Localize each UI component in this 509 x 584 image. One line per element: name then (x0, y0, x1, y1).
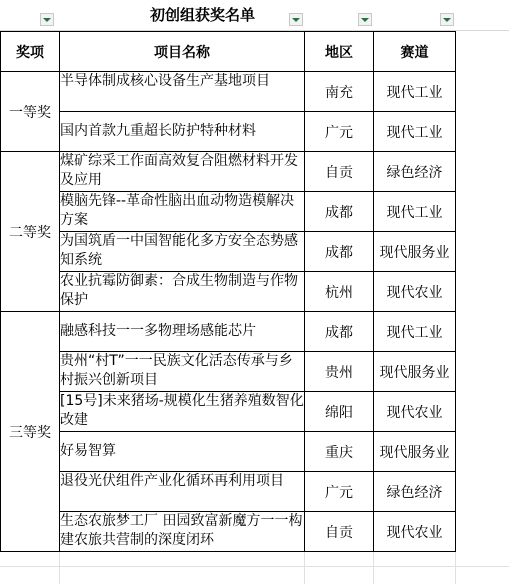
table-row (1, 352, 456, 392)
project-name-cell[interactable]: 为国筑盾一中国智能化多方安全态势感知系统 (60, 232, 305, 272)
region-cell[interactable]: 重庆 (305, 432, 374, 472)
filter-dropdown-icon[interactable] (40, 13, 54, 26)
track-cell[interactable]: 现代服务业 (374, 232, 456, 272)
project-name-cell[interactable]: 国内首款九重超长防护特种材料 (60, 112, 305, 152)
project-name-cell[interactable]: 煤矿综采工作面高效复合阻燃材料开发及应用 (60, 152, 305, 192)
region-cell[interactable]: 自贡 (305, 152, 374, 192)
table-row (1, 512, 456, 552)
rank-cell[interactable]: 二等奖 (1, 152, 60, 312)
table-row (1, 152, 456, 192)
region-cell[interactable]: 贵州 (305, 352, 374, 392)
region-cell[interactable]: 成都 (305, 192, 374, 232)
track-cell[interactable]: 现代服务业 (374, 352, 456, 392)
project-name-cell[interactable]: 贵州“村T”一一民族文化活态传承与乡村振兴创新项目 (60, 352, 305, 392)
header-name[interactable]: 项目名称 (60, 32, 305, 72)
project-name-cell[interactable]: 融感科技一一多物理场感能芯片 (60, 312, 305, 352)
project-name-cell[interactable] (60, 512, 305, 552)
track-cell[interactable]: 现代农业 (374, 392, 456, 432)
project-name-cell[interactable]: [15号]未来猪场-规模化生猪养殖数智化改建 (60, 392, 305, 432)
table-row (1, 472, 456, 512)
region-cell[interactable]: 绵阳 (305, 392, 374, 432)
rank-cell[interactable]: 三等奖 (1, 312, 60, 552)
region-cell[interactable]: 成都 (305, 312, 374, 352)
table-row (1, 392, 456, 432)
header-region[interactable]: 地区 (305, 32, 374, 72)
track-cell[interactable]: 现代工业 (374, 72, 456, 112)
header-rank[interactable]: 奖项 (1, 32, 60, 72)
filter-dropdown-icon[interactable] (289, 13, 303, 26)
track-cell[interactable]: 现代工业 (374, 112, 456, 152)
project-name-text: 生态农旅梦工厂 田园致富新魔方一一构建农旅共营制的深度闭环 (60, 513, 303, 548)
sheet-title: 初创组获奖名单 (150, 6, 256, 24)
header-track[interactable]: 赛道 (374, 32, 456, 72)
filter-dropdown-icon[interactable] (358, 13, 372, 26)
track-cell[interactable]: 绿色经济 (374, 472, 456, 512)
awards-table (0, 31, 456, 552)
filter-dropdown-icon[interactable] (440, 13, 454, 26)
project-name-cell[interactable]: 好易智算 (60, 432, 305, 472)
table-row (1, 232, 456, 272)
project-name-cell[interactable]: 半导体制成核心设备生产基地项目 (60, 72, 305, 112)
rank-cell[interactable]: 一等奖 (1, 72, 60, 152)
track-cell[interactable]: 现代服务业 (374, 432, 456, 472)
project-name-cell[interactable]: 退役光伏组件产业化循环再利用项目 (60, 472, 305, 512)
project-name-cell[interactable]: 模脑先锋--革命性脑出血动物造模解决方案 (60, 192, 305, 232)
project-name-cell[interactable]: 农业抗霉防御素：合成生物制造与作物保护 (60, 272, 305, 312)
region-cell[interactable]: 南充 (305, 72, 374, 112)
header-row (1, 32, 456, 72)
track-cell[interactable]: 现代农业 (374, 512, 456, 552)
region-cell[interactable]: 成都 (305, 232, 374, 272)
region-cell[interactable]: 广元 (305, 472, 374, 512)
region-cell[interactable]: 自贡 (305, 512, 374, 552)
table-row (1, 72, 456, 112)
region-cell[interactable]: 杭州 (305, 272, 374, 312)
table-row (1, 432, 456, 472)
title-row (0, 0, 509, 31)
track-cell[interactable]: 现代工业 (374, 192, 456, 232)
table-row (1, 112, 456, 152)
sheet-gridline (0, 566, 509, 567)
region-cell[interactable]: 广元 (305, 112, 374, 152)
table-row (1, 272, 456, 312)
track-cell[interactable]: 现代农业 (374, 272, 456, 312)
table-row (1, 192, 456, 232)
track-cell[interactable]: 绿色经济 (374, 152, 456, 192)
track-cell[interactable]: 现代工业 (374, 312, 456, 352)
table-row (1, 312, 456, 352)
